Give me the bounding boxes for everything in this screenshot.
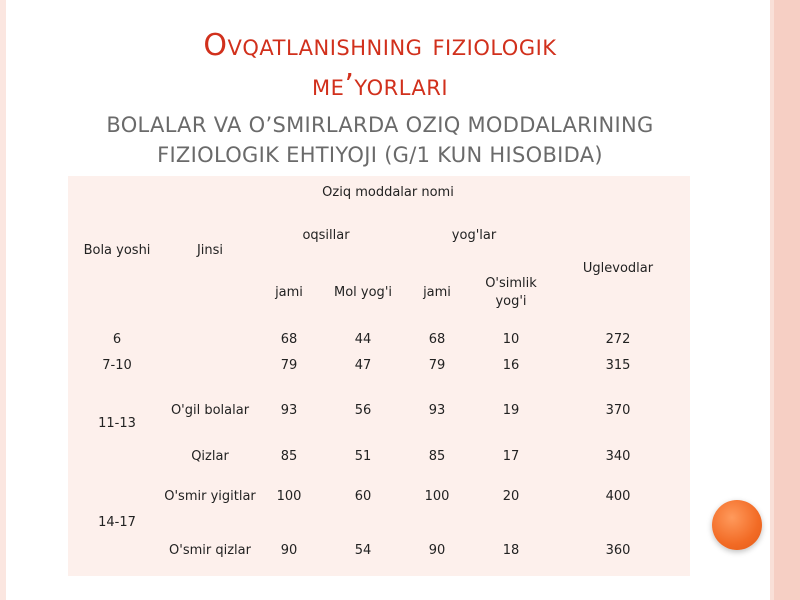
row-7-10-age: 7-10: [102, 358, 132, 373]
row-11-13-boys-fat-total: 93: [428, 403, 446, 418]
slide-title-line2: me’yorlari: [311, 68, 449, 103]
row-11-13-girls-fat-total: 85: [428, 449, 446, 464]
slide-subtitle: [0, 110, 760, 170]
row-14-17-girls-protein-total: 90: [280, 543, 298, 558]
header-protein-total: jami: [275, 285, 303, 300]
row-14-17-boys-fat-total: 100: [424, 489, 450, 504]
row-7-10-animal-fat: 47: [354, 358, 372, 373]
slide-right-border: [770, 0, 800, 600]
row-7-10-fat-total: 79: [428, 358, 446, 373]
row-6-carbs: 272: [605, 332, 631, 347]
row-6-age: 6: [112, 332, 122, 347]
header-veg-fat-line1: O'simlik: [485, 276, 537, 291]
row-6-protein-total: 68: [280, 332, 298, 347]
decorative-orb-icon: [712, 500, 762, 550]
header-veg-fat-line2: yog'i: [495, 294, 527, 309]
row-7-10-carbs: 315: [605, 358, 631, 373]
header-fats: yog'lar: [451, 228, 497, 243]
header-carbs: Uglevodlar: [582, 261, 654, 276]
row-14-17-girls-animal-fat: 54: [354, 543, 372, 558]
row-11-13-boys-veg-fat: 19: [502, 403, 520, 418]
row-6-animal-fat: 44: [354, 332, 372, 347]
row-6-fat-total: 68: [428, 332, 446, 347]
row-14-17-girls-veg-fat: 18: [502, 543, 520, 558]
header-fat-total: jami: [423, 285, 451, 300]
header-proteins: oqsillar: [302, 228, 350, 243]
slide-subtitle-line1: BOLALAR VA O’SMIRLARDA OZIQ MODDALARINING: [106, 113, 654, 137]
row-11-13-age: 11-13: [98, 416, 136, 431]
row-14-17-age: 14-17: [98, 515, 136, 530]
row-11-13-girls-protein-total: 85: [280, 449, 298, 464]
row-14-17-boys-animal-fat: 60: [354, 489, 372, 504]
row-14-17-girls-gender: O'smir qizlar: [169, 543, 251, 558]
header-animal-fat: Mol yog'i: [334, 285, 392, 300]
slide-subtitle-line2: FIZIOLOGIK EHTIYOJI (G/1 KUN HISOBIDA): [157, 143, 603, 167]
row-14-17-boys-gender: O'smir yigitlar: [164, 489, 256, 504]
header-gender: Jinsi: [196, 243, 224, 258]
row-14-17-girls-carbs: 360: [605, 543, 631, 558]
row-11-13-girls-animal-fat: 51: [354, 449, 372, 464]
slide-title-line1: Ovqatlanishning fiziologik: [203, 28, 557, 63]
nutrition-table: [68, 176, 690, 576]
row-11-13-girls-veg-fat: 17: [502, 449, 520, 464]
row-11-13-girls-carbs: 340: [605, 449, 631, 464]
row-7-10-protein-total: 79: [280, 358, 298, 373]
row-11-13-boys-carbs: 370: [605, 403, 631, 418]
row-6-veg-fat: 10: [502, 332, 520, 347]
slide-title: [0, 26, 760, 106]
row-11-13-boys-animal-fat: 56: [354, 403, 372, 418]
header-nutrients: Oziq moddalar nomi: [322, 185, 454, 200]
row-14-17-girls-fat-total: 90: [428, 543, 446, 558]
row-14-17-boys-veg-fat: 20: [502, 489, 520, 504]
row-7-10-veg-fat: 16: [502, 358, 520, 373]
row-11-13-boys-protein-total: 93: [280, 403, 298, 418]
row-14-17-boys-protein-total: 100: [276, 489, 302, 504]
row-11-13-girls-gender: Qizlar: [191, 449, 229, 464]
slide-right-border-inner: [770, 0, 774, 600]
row-14-17-boys-carbs: 400: [605, 489, 631, 504]
row-11-13-boys-gender: O'gil bolalar: [170, 403, 250, 418]
header-age: Bola yoshi: [83, 243, 151, 258]
